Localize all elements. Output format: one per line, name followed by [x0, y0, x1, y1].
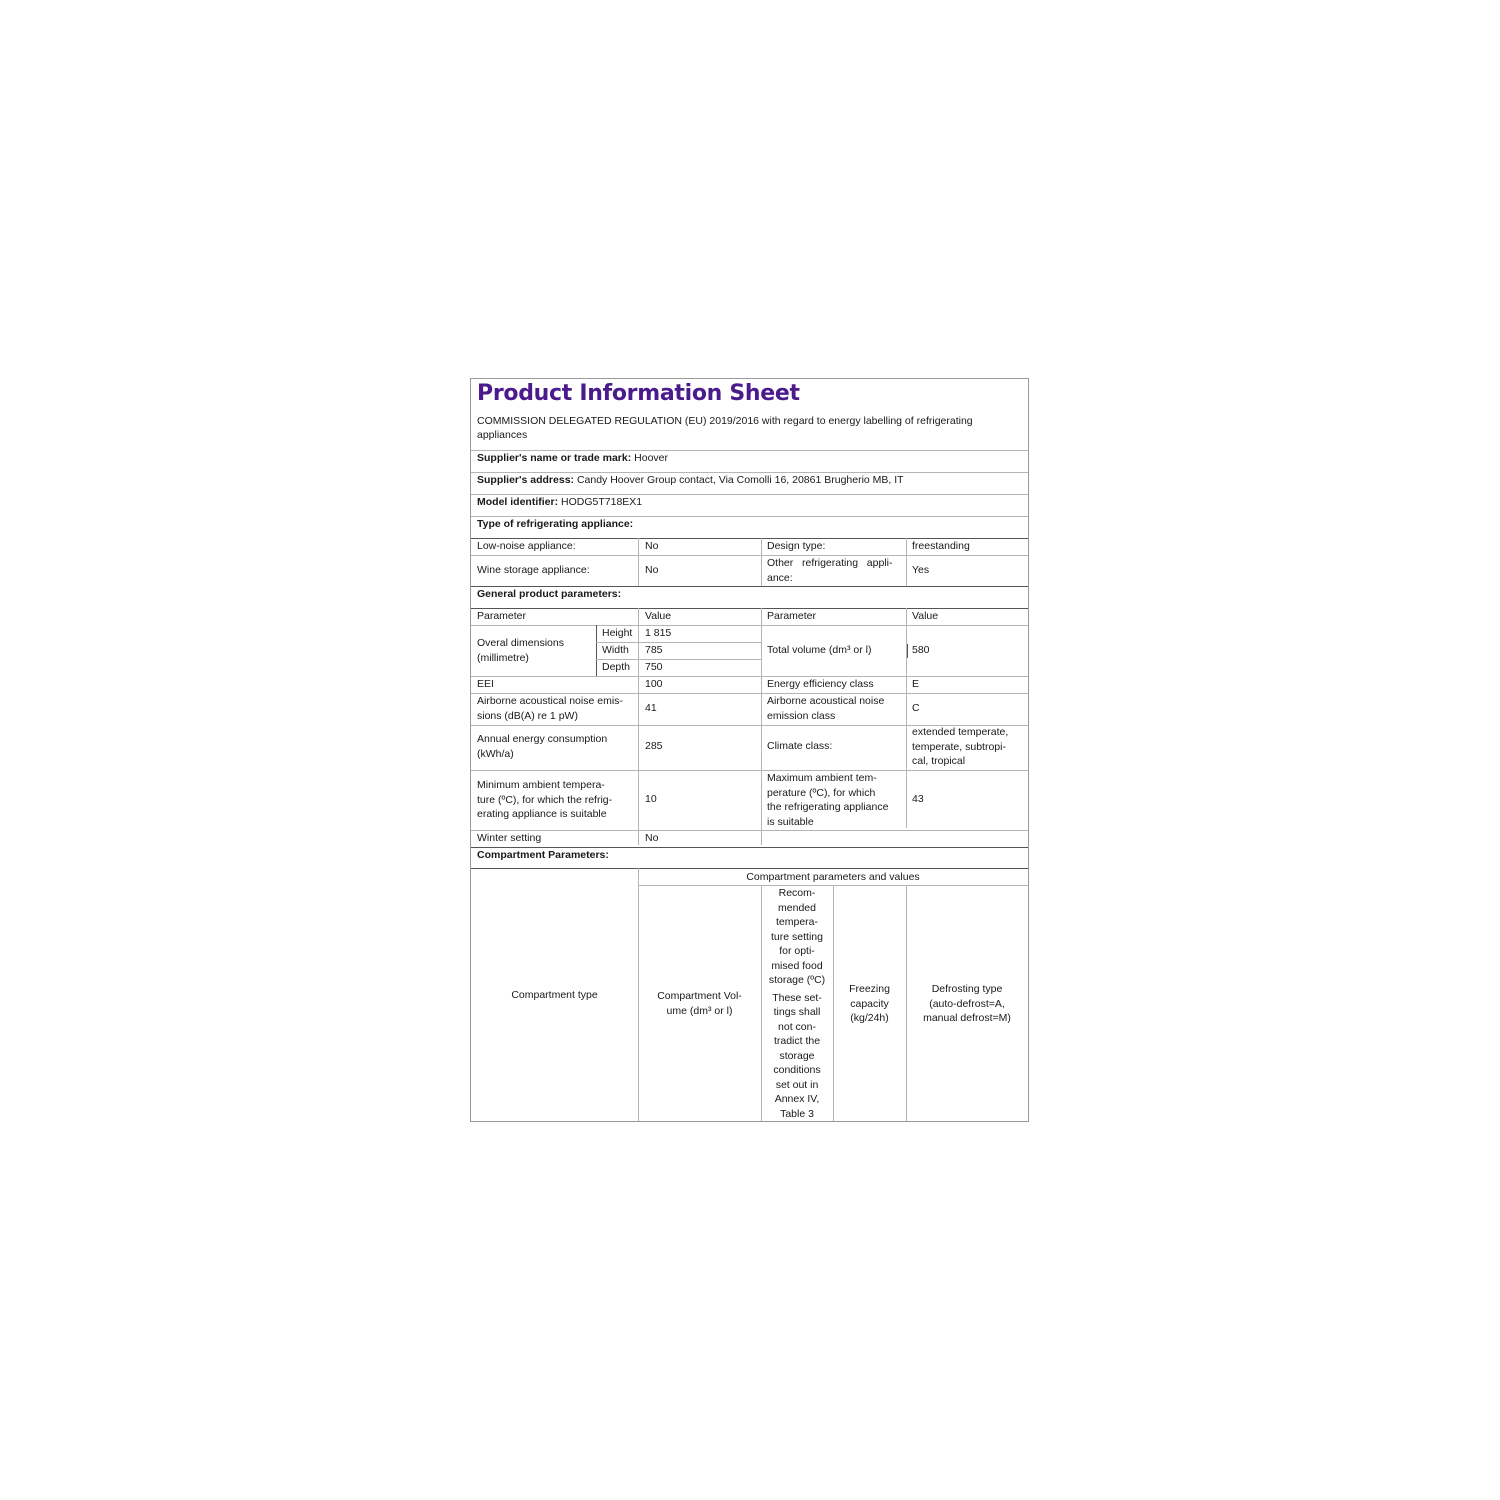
supplier-address-row — [477, 473, 904, 488]
max-temp-label-line3: the refrigerating appliance — [767, 801, 889, 813]
other-appliance-label — [767, 556, 903, 585]
recommended-temperature-header-line: tradict the — [773, 1035, 821, 1047]
other-appliance-label-line1: Other refrigerating appli- — [767, 557, 893, 569]
recommended-temperature-header-line: mised food — [771, 959, 823, 972]
min-temp-label — [477, 778, 612, 822]
recommended-temperature-header-line: not con- — [778, 1020, 816, 1033]
divider — [471, 770, 1028, 771]
min-temp-label-line3: erating appliance is suitable — [477, 808, 607, 820]
general-heading: General product parameters: — [477, 588, 622, 600]
climate-class-value-line1: extended temperate, — [912, 726, 1009, 738]
noise-label-line2: sions (dB(A) re 1 pW) — [477, 709, 578, 722]
col-parameter: Parameter — [477, 610, 527, 622]
model-identifier-label: Model identifier: — [477, 496, 559, 508]
regulation-text-line2: appliances — [477, 429, 528, 441]
recommended-temperature-header-line: set out in — [775, 1078, 819, 1091]
recommended-temperature-header — [761, 886, 833, 1121]
eei-label: EEI — [477, 678, 494, 690]
energy-class-value: E — [912, 678, 920, 690]
type-heading: Type of refrigerating appliance: — [477, 518, 634, 530]
wine-storage-label: Wine storage appliance: — [477, 564, 590, 576]
eei-value: 100 — [645, 678, 663, 690]
compartment-volume-header — [638, 989, 761, 1018]
regulation-text-line1: COMMISSION DELEGATED REGULATION (EU) 2019/2016 with regard to energy labelling of refrigerating — [477, 415, 973, 427]
max-temp-label-line1: Maximum ambient tem- — [767, 772, 877, 784]
recommended-temperature-header-line: storage (ºC) — [768, 974, 826, 986]
freezing-capacity-header-line3: (kg/24h) — [850, 1012, 889, 1024]
divider — [471, 555, 1028, 556]
max-temp-label — [767, 771, 888, 829]
divider — [906, 608, 907, 828]
defrosting-type-header-line1: Defrosting type — [931, 983, 1003, 995]
page-title: Product Information Sheet — [477, 381, 800, 406]
min-temp-value: 10 — [645, 793, 657, 805]
climate-class-value-line2: temperate, subtropi- — [912, 740, 1006, 753]
max-temp-label-line2: perature (ºC), for which — [767, 786, 876, 799]
noise-label — [477, 694, 623, 723]
recommended-temperature-header-line: conditions — [773, 1064, 821, 1076]
depth-value: 750 — [645, 661, 663, 673]
col-value: Value — [645, 610, 672, 622]
other-appliance-value: Yes — [912, 564, 930, 576]
dimensions-label-line1: Overal dimensions — [477, 637, 564, 649]
recommended-temperature-header-line: mended — [778, 901, 816, 914]
recommended-temperature-header-line: tempera- — [775, 916, 818, 928]
max-temp-label-line4: is suitable — [767, 815, 814, 828]
wine-storage-value: No — [645, 564, 659, 576]
annual-consumption-value: 285 — [645, 740, 663, 752]
dimensions-label — [477, 636, 564, 665]
recommended-temperature-header-line: storage — [779, 1049, 815, 1062]
divider — [596, 625, 597, 676]
depth-label: Depth — [602, 661, 631, 673]
col-value-2: Value — [912, 610, 939, 622]
supplier-name-label: Supplier's name or trade mark: — [477, 452, 632, 464]
noise-class-value: C — [912, 702, 920, 714]
winter-setting-label: Winter setting — [477, 832, 542, 844]
divider — [906, 538, 907, 586]
width-label: Width — [602, 644, 629, 656]
recommended-temperature-header-line: These set- — [772, 991, 822, 1004]
recommended-temperature-header-line: Annex IV, — [774, 1093, 820, 1105]
min-temp-label-line2: ture (ºC), for which the refrig- — [477, 793, 613, 806]
compartment-group-header: Compartment parameters and values — [746, 871, 920, 883]
divider — [638, 538, 639, 586]
compartment-volume-header-line1: Compartment Vol- — [657, 990, 742, 1002]
low-noise-value: No — [645, 540, 659, 552]
freezing-capacity-header-line2: capacity — [850, 997, 889, 1010]
supplier-address-label: Supplier's address: — [477, 474, 575, 486]
max-temp-value: 43 — [912, 793, 924, 805]
min-temp-label-line1: Minimum ambient tempera- — [477, 779, 605, 791]
annual-consumption-label-line2: (kWh/a) — [477, 747, 514, 760]
recommended-temperature-header-line: for opti- — [779, 945, 815, 957]
supplier-address-value: Candy Hoover Group contact, Via Comolli 16, 20861 Brugherio MB, IT — [576, 474, 904, 486]
compartment-type-header: Compartment type — [511, 989, 598, 1001]
design-type-label: Design type: — [767, 540, 826, 552]
divider — [471, 868, 1028, 869]
low-noise-label: Low-noise appliance: — [477, 540, 576, 552]
defrosting-type-header-line2: (auto-defrost=A, — [929, 997, 1005, 1010]
height-label: Height — [602, 627, 633, 639]
divider — [761, 608, 762, 845]
compartment-heading: Compartment Parameters: — [477, 849, 609, 861]
divider — [638, 608, 639, 845]
divider — [471, 830, 1028, 831]
divider — [761, 538, 762, 586]
noise-class-label-line1: Airborne acoustical noise — [767, 695, 885, 707]
compartment-volume-header-line2: ume (dm³ or l) — [666, 1004, 733, 1017]
recommended-temperature-header-line: Table 3 — [780, 1107, 814, 1120]
divider — [471, 625, 1028, 626]
freezing-capacity-header — [833, 982, 906, 1026]
defrosting-type-header-line3: manual defrost=M) — [923, 1012, 1011, 1024]
noise-class-label-line2: emission class — [767, 709, 836, 722]
total-volume-value: 580 — [912, 644, 930, 656]
divider — [471, 608, 1028, 609]
total-volume-label: Total volume (dm³ or l) — [767, 644, 872, 656]
climate-class-value-line3: cal, tropical — [912, 755, 966, 767]
divider — [471, 676, 1028, 677]
freezing-capacity-header-line1: Freezing — [849, 983, 890, 995]
col-parameter-2: Parameter — [767, 610, 817, 622]
design-type-value: freestanding — [912, 540, 970, 552]
height-value: 1 815 — [645, 627, 672, 639]
annual-consumption-label-line1: Annual energy consumption — [477, 733, 608, 745]
recommended-temperature-header-line: tings shall — [773, 1006, 821, 1018]
defrosting-type-header — [906, 982, 1028, 1026]
annual-consumption-label — [477, 732, 607, 761]
product-information-sheet — [470, 378, 1029, 1122]
climate-class-label: Climate class: — [767, 740, 833, 752]
climate-class-value — [912, 725, 1008, 769]
supplier-name-row — [477, 451, 668, 466]
noise-label-line1: Airborne acoustical noise emis- — [477, 695, 623, 707]
other-appliance-label-line2: ance: — [767, 571, 793, 584]
energy-class-label: Energy efficiency class — [767, 678, 874, 690]
model-identifier-value: HODG5T718EX1 — [561, 496, 643, 508]
divider — [907, 644, 908, 658]
dimensions-label-line2: (millimetre) — [477, 651, 529, 664]
width-value: 785 — [645, 644, 663, 656]
recommended-temperature-header-line: Recom- — [778, 887, 816, 899]
winter-setting-value: No — [645, 832, 659, 844]
supplier-name-value: Hoover — [634, 452, 668, 464]
noise-class-label — [767, 694, 884, 723]
recommended-temperature-header-line: ture setting — [771, 930, 823, 943]
noise-value: 41 — [645, 702, 657, 714]
model-identifier-row — [477, 495, 642, 510]
